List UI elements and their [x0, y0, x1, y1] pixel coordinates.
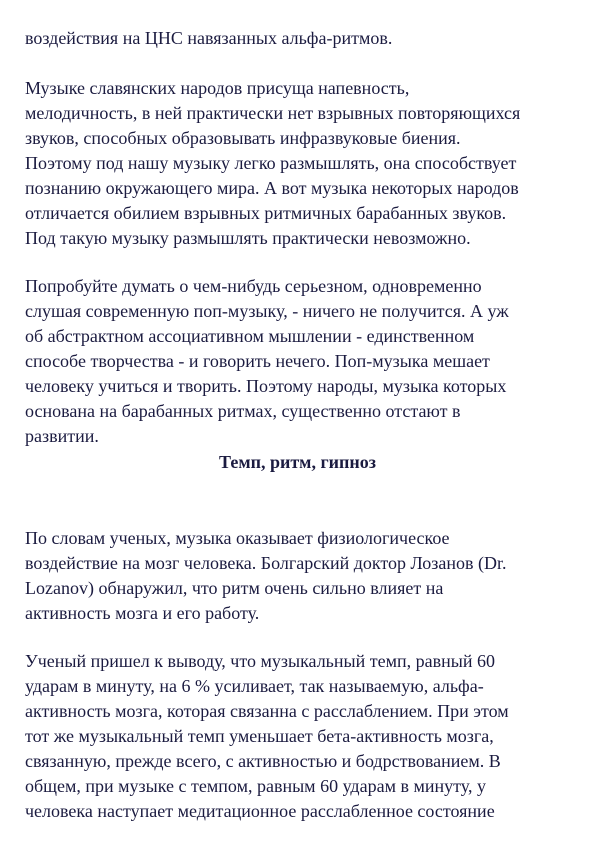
- text-line: человека наступает медитационное расслабленное состояние: [25, 801, 495, 821]
- text-line: отличается обилием взрывных ритмичных барабанных звуков.: [25, 203, 507, 223]
- text-line: звуков, способных образовывать инфразвуковые биения.: [25, 128, 461, 148]
- text-line: По словам ученых, музыка оказывает физиологическое: [25, 528, 450, 548]
- text-line: активность мозга, которая связанна с расслаблением. При этом: [25, 701, 509, 721]
- text-line: развитии.: [25, 426, 99, 446]
- text-line: Попробуйте думать о чем-нибудь серьезном, одновременно: [25, 276, 482, 296]
- text-line: воздействие на мозг человека. Болгарский доктор Лозанов (Dr.: [25, 553, 507, 573]
- text-line: ударам в минуту, на 6 % усиливает, так называемую, альфа-: [25, 676, 484, 696]
- text-line: Музыке славянских народов присуща напевность,: [25, 78, 410, 98]
- text-line: Под такую музыку размышлять практически невозможно.: [25, 228, 471, 248]
- text-line: слушая современную поп-музыку, - ничего не получится. А уж: [25, 301, 509, 321]
- text-line: мелодичность, в ней практически нет взрывных повторяющихся: [25, 103, 521, 123]
- intro-line: воздействия на ЦНС навязанных альфа-ритмов.: [25, 28, 393, 48]
- text-line: тот же музыкальный темп уменьшает бета-активность мозга,: [25, 726, 494, 746]
- text-line: Lozanov) обнаружил, что ритм очень сильно влияет на: [25, 578, 444, 598]
- text-line: Ученый пришел к выводу, что музыкальный темп, равный 60: [25, 651, 495, 671]
- text-line: связанную, прежде всего, с активностью и бодрствованием. В: [25, 751, 501, 771]
- text-line: человеку учиться и творить. Поэтому народы, музыка которых: [25, 376, 507, 396]
- text-line: общем, при музыке с темпом, равным 60 ударам в минуту, у: [25, 776, 486, 796]
- text-line: активность мозга и его работу.: [25, 603, 260, 623]
- text-line: способе творчества - и говорить нечего. Поп-музыка мешает: [25, 351, 490, 371]
- text-line: об абстрактном ассоциативном мышлении - единственном: [25, 326, 475, 346]
- text-line: познанию окружающего мира. А вот музыка некоторых народов: [25, 178, 519, 198]
- text-line: основана на барабанных ритмах, существенно отстают в: [25, 401, 461, 421]
- section-heading: Темп, ритм, гипноз: [219, 452, 376, 472]
- text-line: Поэтому под нашу музыку легко размышлять, она способствует: [25, 153, 517, 173]
